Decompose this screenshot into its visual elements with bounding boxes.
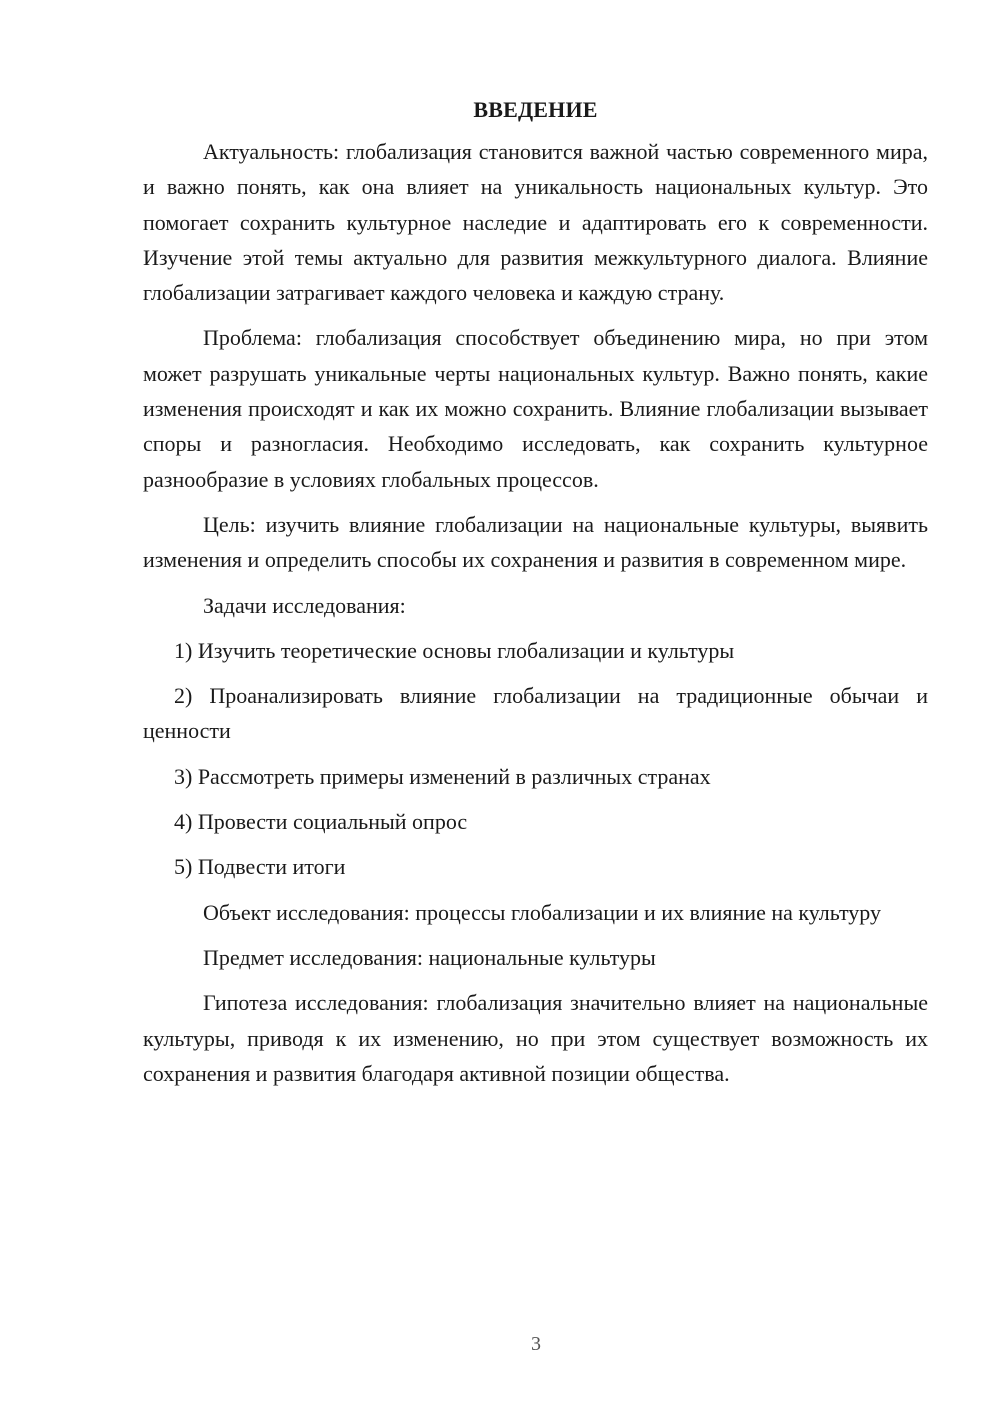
task-item: 5) Подвести итоги xyxy=(174,854,346,880)
section-title: ВВЕДЕНИЕ xyxy=(473,97,598,122)
paragraph-tasks-heading: Задачи исследования: xyxy=(203,592,406,618)
paragraph-subject: Предмет исследования: национальные культуры xyxy=(203,944,656,970)
paragraph-relevance: Актуальность: глобализация становится важной частью современного мира, и важно понять, как она влияет на уникальность национальных культур. Это помогает сохранить культурное наследие и адаптировать его к современности. Изучение этой темы актуально для развития межкультурного диалога. Влияние глобализации затрагивает каждого человека и каждую страну. xyxy=(143,139,928,306)
task-item: 4) Провести социальный опрос xyxy=(174,809,468,835)
task-item: 1) Изучить теоретические основы глобализации и культуры xyxy=(174,637,735,663)
paragraph-problem: Проблема: глобализация способствует объединению мира, но при этом может разрушать уникальные черты национальных культур. Важно понять, какие изменения происходят и как их можно сохранить. Влияние глобализации вызывает споры и разногласия. Необходимо исследовать, как сохранить культурное разнообразие в условиях глобальных процессов. xyxy=(143,325,928,492)
paragraph-object: Объект исследования: процессы глобализации и их влияние на культуру xyxy=(203,899,881,925)
task-item: 2) Проанализировать влияние глобализации на традиционные обычаи и ценности xyxy=(143,683,928,744)
paragraph-hypothesis: Гипотеза исследования: глобализация значительно влияет на национальные культуры, приводя к их изменению, но при этом существует возможность их сохранения и развития благодаря активной позиции общества. xyxy=(143,990,928,1086)
task-item: 3) Рассмотреть примеры изменений в различных странах xyxy=(174,763,711,789)
paragraph-goal: Цель: изучить влияние глобализации на национальные культуры, выявить изменения и определить способы их сохранения и развития в современном мире. xyxy=(143,511,928,573)
document-page xyxy=(143,95,928,1101)
page-number: 3 xyxy=(531,1333,541,1355)
